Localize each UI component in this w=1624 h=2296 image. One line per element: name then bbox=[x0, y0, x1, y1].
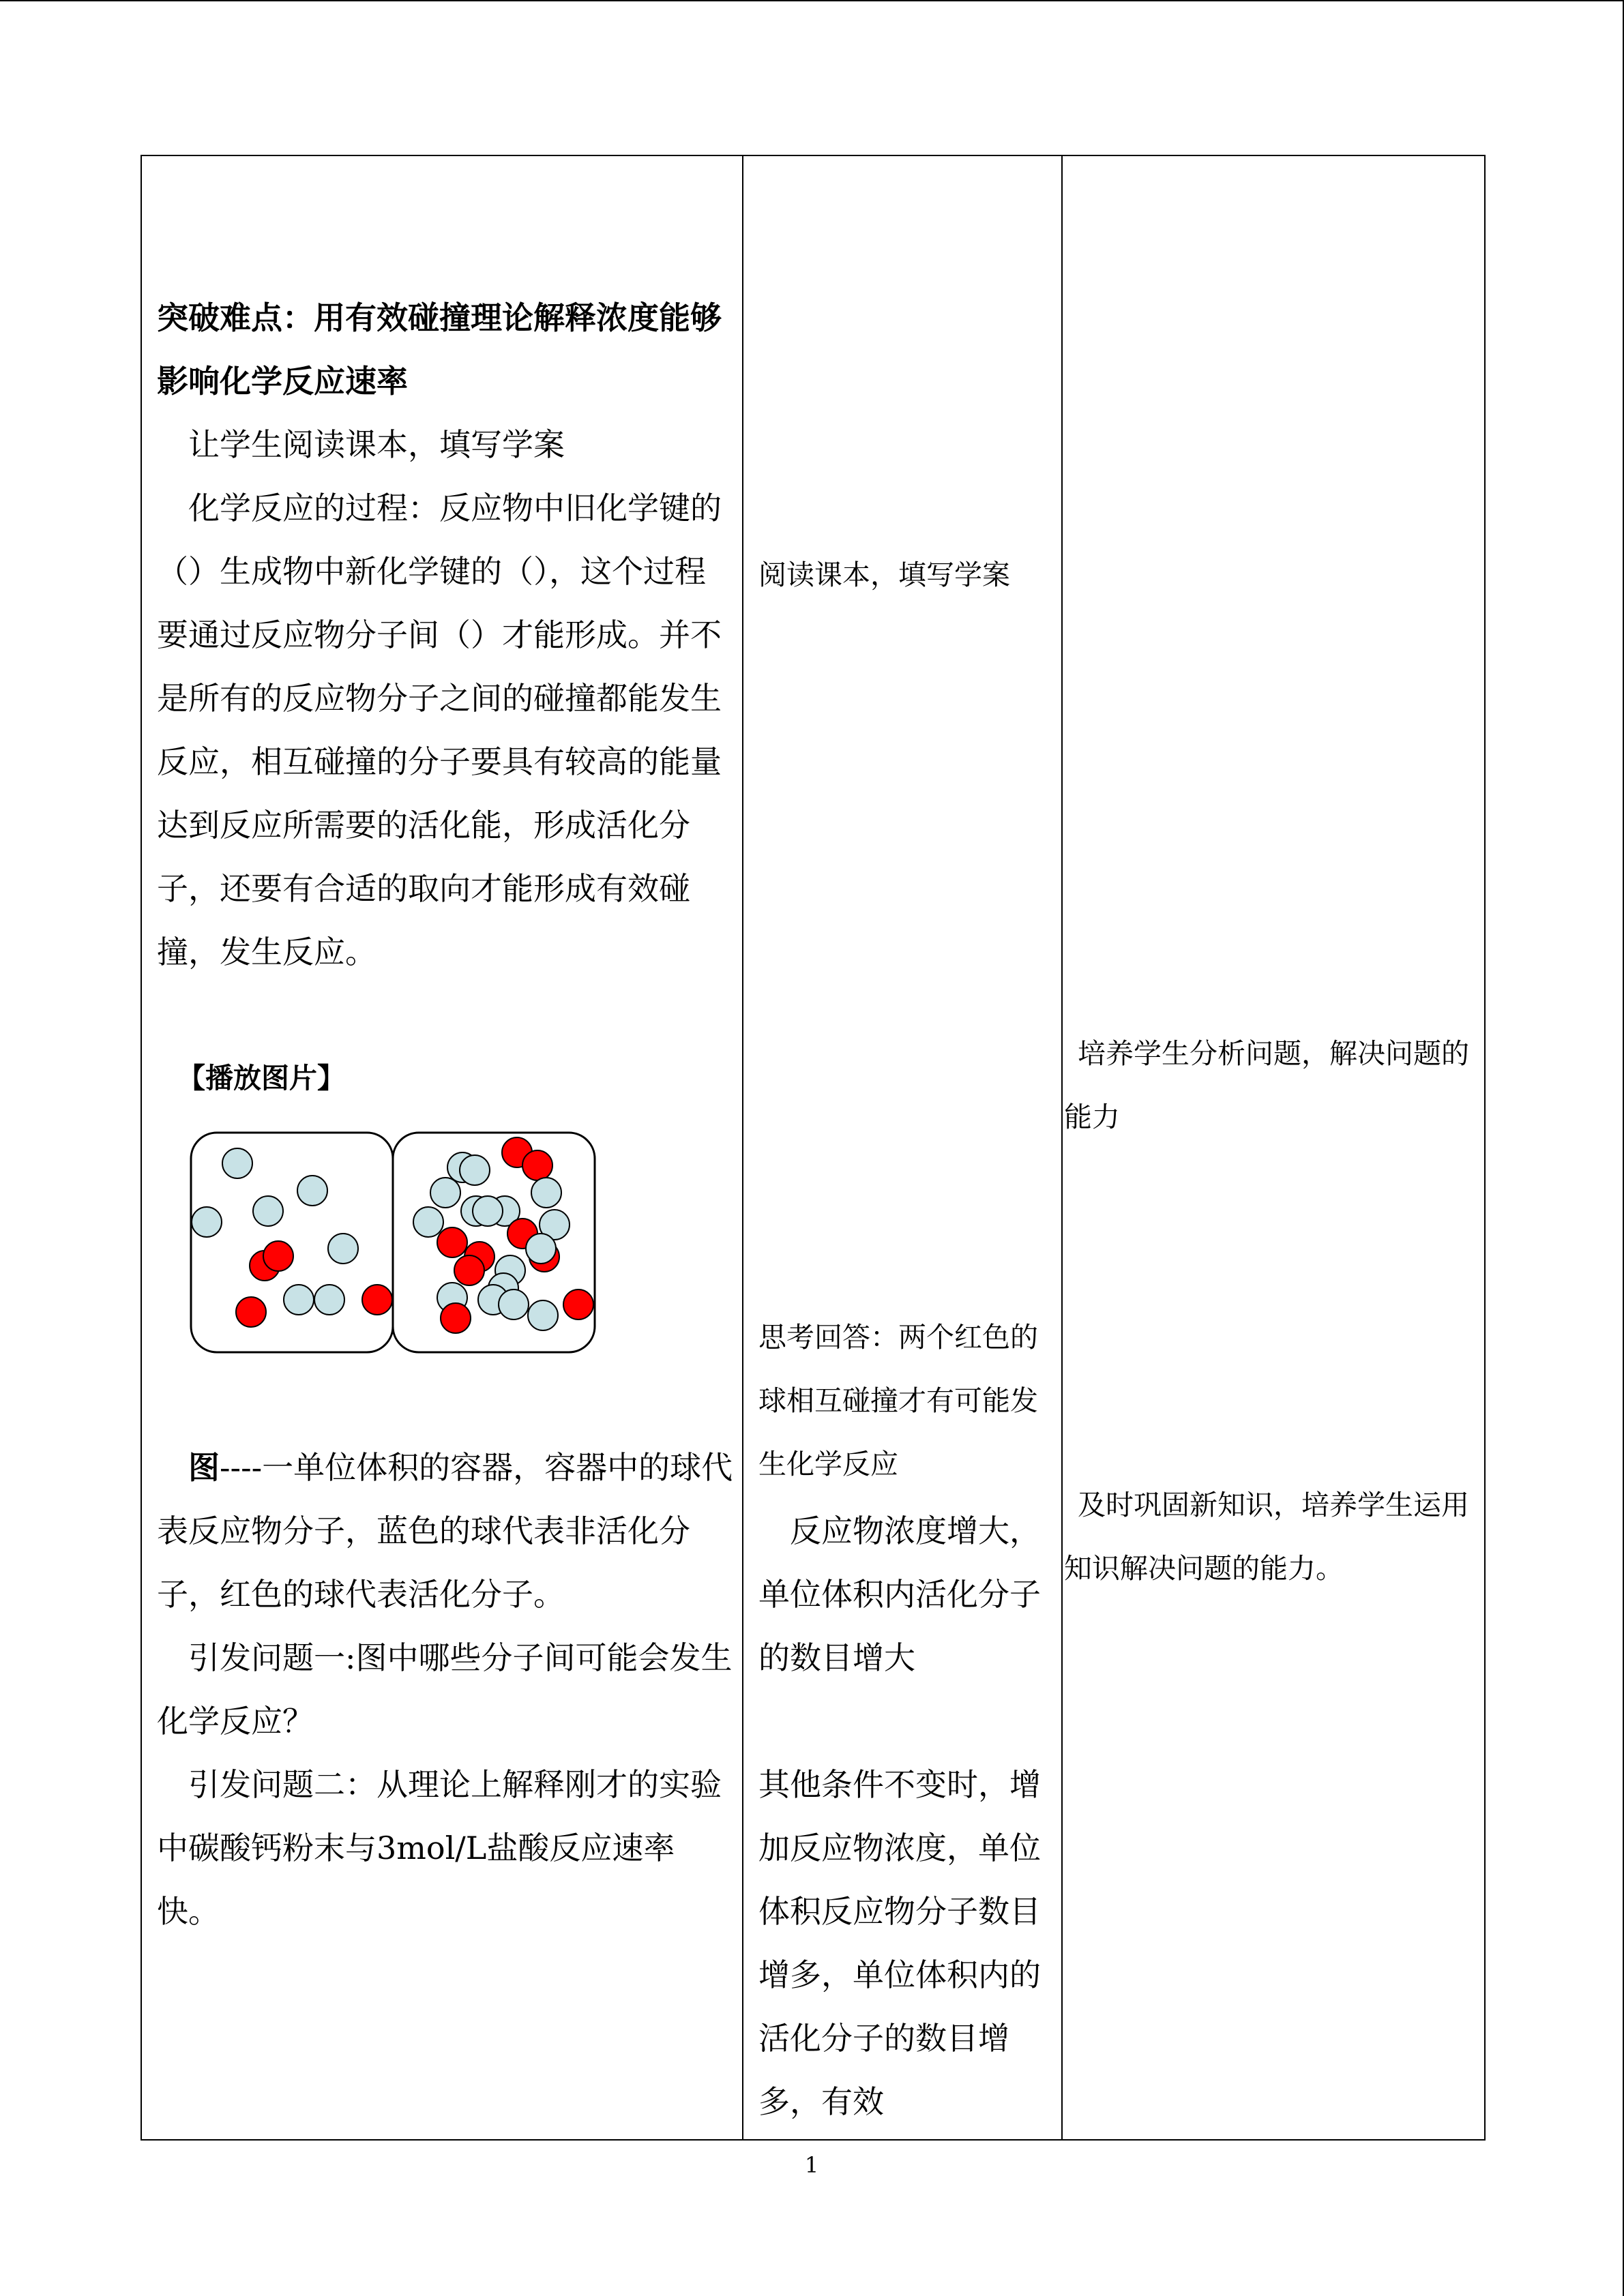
active-molecule bbox=[362, 1285, 392, 1315]
active-molecule bbox=[454, 1255, 484, 1285]
section-heading: 突破难点：用有效碰撞理论解释浓度能够影响化学反应速率 bbox=[157, 299, 722, 400]
purpose-consolidate: 及时巩固新知识，培养学生运用知识解决问题的能力。 bbox=[1064, 1489, 1469, 1585]
student-activity-cell bbox=[743, 155, 1062, 2140]
container-low-concentration bbox=[191, 1133, 393, 1352]
inactive-molecule bbox=[222, 1148, 252, 1178]
inactive-molecule bbox=[413, 1207, 443, 1237]
inactive-molecule bbox=[253, 1196, 283, 1226]
active-molecule bbox=[563, 1289, 593, 1320]
design-intent-cell bbox=[1062, 155, 1485, 2140]
read-instruction: 让学生阅读课本，填写学案 bbox=[188, 426, 565, 463]
inactive-molecule bbox=[328, 1234, 358, 1264]
inactive-molecule bbox=[528, 1300, 558, 1330]
container-high-concentration bbox=[393, 1133, 595, 1352]
lesson-plan-table bbox=[141, 155, 1486, 2141]
theory-answer: 其他条件不变时，增加反应物浓度，单位体积反应物分子数目增多，单位体积内的活化分子的数目增多，有效 bbox=[758, 1766, 1041, 2120]
inactive-molecule bbox=[499, 1289, 529, 1320]
inactive-molecule bbox=[284, 1285, 314, 1315]
purpose-analysis: 培养学生分析问题，解决问题的能力 bbox=[1064, 1037, 1469, 1133]
think-answer: 思考回答：两个红色的球相互碰撞才有可能发生化学反应 bbox=[758, 1321, 1038, 1480]
question-one: 引发问题一:图中哪些分子间可能会发生化学反应？ bbox=[157, 1639, 733, 1740]
molecule-collision-figure bbox=[190, 1131, 599, 1356]
figure-label: 图 bbox=[188, 1449, 220, 1486]
active-molecule bbox=[437, 1227, 467, 1257]
read-answer: 阅读课本，填写学案 bbox=[758, 558, 1010, 591]
inactive-molecule bbox=[297, 1176, 327, 1206]
concentration-answer: 反应物浓度增大，单位体积内活化分子的数目增大 bbox=[758, 1512, 1041, 1676]
inactive-molecule bbox=[430, 1178, 460, 1208]
figure-caption-text: ----一单位体积的容器，容器中的球代表反应物分子，蓝色的球代表非活化分子，红色的球代表活化分子。 bbox=[157, 1449, 733, 1613]
teacher-activity-cell bbox=[141, 155, 743, 2140]
reaction-process-text: 化学反应的过程：反应物中旧化学键的（）生成物中新化学键的（），这个过程要通过反应物分子间（）才能形成。并不是所有的反应物分子之间的碰撞都能发生反应，相互碰撞的分子要具有较高的能量达到反应所需要的活化能，形成活化分子，还要有合适的取向才能形成有效碰撞，发生反应。 bbox=[157, 490, 722, 970]
question-two: 引发问题二：从理论上解释刚才的实验中碳酸钙粉末与3mol/L盐酸反应速率快。 bbox=[157, 1766, 722, 1930]
inactive-molecule bbox=[531, 1178, 561, 1208]
inactive-molecule bbox=[314, 1285, 344, 1315]
active-molecule bbox=[441, 1303, 471, 1333]
page-number: 1 bbox=[804, 2152, 819, 2178]
active-molecule bbox=[263, 1241, 293, 1271]
inactive-molecule bbox=[473, 1196, 503, 1226]
play-picture-label: 【播放图片】 bbox=[177, 1062, 345, 1094]
inactive-molecule bbox=[192, 1207, 222, 1237]
inactive-molecule bbox=[526, 1234, 556, 1264]
active-molecule bbox=[236, 1297, 266, 1327]
active-molecule bbox=[522, 1150, 552, 1180]
figure-caption bbox=[157, 1436, 737, 1626]
inactive-molecule bbox=[460, 1155, 490, 1185]
